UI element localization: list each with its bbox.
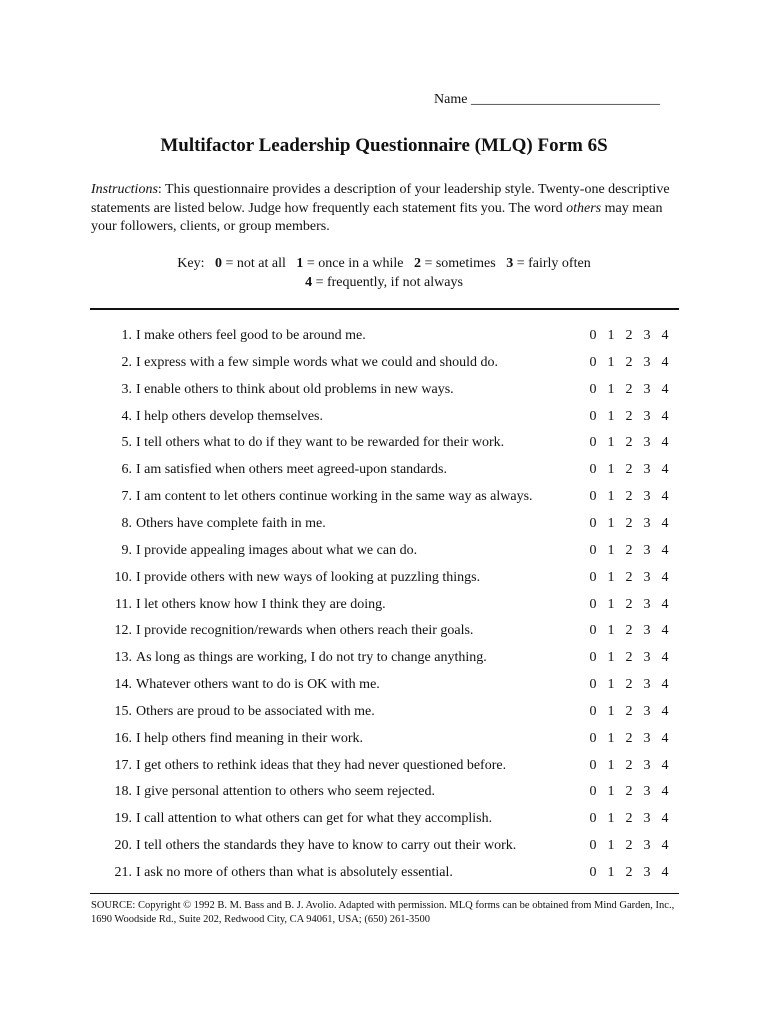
- item-statement: Others are proud to be associated with me.: [136, 703, 375, 719]
- rating-option-1[interactable]: 1: [607, 623, 615, 639]
- rating-option-4[interactable]: 4: [661, 623, 669, 639]
- rating-option-0[interactable]: 0: [589, 542, 597, 558]
- rating-option-3[interactable]: 3: [643, 730, 651, 746]
- instructions-label: Instructions: [91, 182, 158, 197]
- item-statement: As long as things are working, I do not try to change anything.: [136, 650, 487, 666]
- rating-option-1[interactable]: 1: [607, 569, 615, 585]
- rating-option-1[interactable]: 1: [607, 435, 615, 451]
- instructions-text-2: may mean your followers, clients, or group members.: [91, 200, 663, 234]
- rating-option-1[interactable]: 1: [607, 650, 615, 666]
- rating-option-4[interactable]: 4: [661, 677, 669, 693]
- rating-option-2[interactable]: 2: [625, 811, 633, 827]
- item-number: 16.: [114, 730, 132, 746]
- item-statement: I express with a few simple words what we could and should do.: [136, 354, 498, 370]
- item-statement: I provide appealing images about what we can do.: [136, 542, 418, 558]
- rating-option-1[interactable]: 1: [607, 811, 615, 827]
- questionnaire-item: [0, 650, 768, 670]
- rating-option-4[interactable]: 4: [661, 381, 669, 397]
- rating-option-0[interactable]: 0: [589, 462, 597, 478]
- key-value-0: 0: [215, 256, 223, 271]
- rating-option-1[interactable]: 1: [607, 515, 615, 531]
- questionnaire-item: [0, 838, 768, 858]
- item-statement: Others have complete faith in me.: [136, 515, 326, 531]
- rating-option-1[interactable]: 1: [607, 489, 615, 505]
- key-text-3: = fairly often: [516, 256, 591, 271]
- item-statement: I tell others what to do if they want to be rewarded for their work.: [136, 435, 505, 451]
- rating-option-4[interactable]: 4: [661, 730, 669, 746]
- rating-option-1[interactable]: 1: [607, 381, 615, 397]
- questionnaire-item: [0, 328, 768, 348]
- rating-option-2[interactable]: 2: [625, 462, 633, 478]
- item-statement: I enable others to think about old problems in new ways.: [136, 381, 454, 397]
- rating-option-0[interactable]: 0: [589, 489, 597, 505]
- questionnaire-item: [0, 516, 768, 536]
- rating-option-3[interactable]: 3: [643, 542, 651, 558]
- rating-option-4[interactable]: 4: [661, 784, 669, 800]
- item-number: 18.: [114, 784, 132, 800]
- top-divider: [90, 308, 679, 310]
- rating-option-1[interactable]: 1: [607, 408, 615, 424]
- rating-option-1[interactable]: 1: [607, 354, 615, 370]
- rating-option-2[interactable]: 2: [625, 596, 633, 612]
- name-label: Name: [434, 92, 468, 107]
- rating-option-2[interactable]: 2: [625, 515, 633, 531]
- item-number: 4.: [121, 408, 132, 424]
- rating-option-3[interactable]: 3: [643, 784, 651, 800]
- rating-option-4[interactable]: 4: [661, 354, 669, 370]
- questionnaire-item: [0, 489, 768, 509]
- key-text-0: = not at all: [225, 256, 286, 271]
- name-field[interactable]: [434, 92, 660, 108]
- rating-option-2[interactable]: 2: [625, 677, 633, 693]
- key-text-1: = once in a while: [306, 256, 404, 271]
- instructions-colon: :: [157, 182, 162, 197]
- rating-option-3[interactable]: 3: [643, 462, 651, 478]
- rating-option-2[interactable]: 2: [625, 435, 633, 451]
- rating-option-3[interactable]: 3: [643, 757, 651, 773]
- rating-option-3[interactable]: 3: [643, 596, 651, 612]
- rating-option-3[interactable]: 3: [643, 489, 651, 505]
- rating-option-0[interactable]: 0: [589, 408, 597, 424]
- rating-option-1[interactable]: 1: [607, 838, 615, 854]
- rating-option-4[interactable]: 4: [661, 703, 669, 719]
- item-number: 19.: [114, 811, 132, 827]
- key-text-2: = sometimes: [424, 256, 496, 271]
- rating-option-3[interactable]: 3: [643, 703, 651, 719]
- rating-option-0[interactable]: 0: [589, 757, 597, 773]
- rating-option-0[interactable]: 0: [589, 515, 597, 531]
- rating-option-2[interactable]: 2: [625, 865, 633, 880]
- key-text-4: = frequently, if not always: [315, 275, 463, 290]
- questionnaire-item: [0, 382, 768, 402]
- rating-option-4[interactable]: 4: [661, 515, 669, 531]
- rating-option-2[interactable]: 2: [625, 623, 633, 639]
- questionnaire-item: [0, 543, 768, 563]
- rating-option-0[interactable]: 0: [589, 354, 597, 370]
- rating-option-2[interactable]: 2: [625, 542, 633, 558]
- rating-option-2[interactable]: 2: [625, 650, 633, 666]
- rating-option-4[interactable]: 4: [661, 489, 669, 505]
- rating-option-0[interactable]: 0: [589, 435, 597, 451]
- item-number: 2.: [121, 354, 132, 370]
- rating-option-0[interactable]: 0: [589, 596, 597, 612]
- rating-option-0[interactable]: 0: [589, 650, 597, 666]
- item-statement: I get others to rethink ideas that they had never questioned before.: [136, 757, 507, 773]
- key-value-3: 3: [506, 256, 514, 271]
- rating-option-1[interactable]: 1: [607, 328, 615, 343]
- item-number: 6.: [121, 462, 132, 478]
- rating-option-4[interactable]: 4: [661, 435, 669, 451]
- item-number: 8.: [121, 515, 132, 531]
- rating-option-2[interactable]: 2: [625, 381, 633, 397]
- rating-option-2[interactable]: 2: [625, 730, 633, 746]
- item-number: 11.: [115, 596, 132, 612]
- item-number: 12.: [114, 623, 132, 639]
- rating-option-2[interactable]: 2: [625, 838, 633, 854]
- rating-option-0[interactable]: 0: [589, 784, 597, 800]
- item-number: 14.: [114, 677, 132, 693]
- questionnaire-item: [0, 758, 768, 778]
- item-statement: I am content to let others continue working in the same way as always.: [136, 489, 533, 505]
- rating-option-2[interactable]: 2: [625, 569, 633, 585]
- item-number: 10.: [114, 569, 132, 585]
- rating-option-0[interactable]: 0: [589, 677, 597, 693]
- key-value-1: 1: [296, 256, 304, 271]
- rating-option-4[interactable]: 4: [661, 462, 669, 478]
- rating-option-1[interactable]: 1: [607, 865, 615, 880]
- rating-option-1[interactable]: 1: [607, 757, 615, 773]
- rating-option-2[interactable]: 2: [625, 757, 633, 773]
- rating-option-1[interactable]: 1: [607, 596, 615, 612]
- rating-option-0[interactable]: 0: [589, 328, 597, 343]
- instructions-italic-word: others: [566, 200, 602, 216]
- rating-option-4[interactable]: 4: [661, 328, 669, 343]
- questionnaire-item: [0, 731, 768, 751]
- rating-option-2[interactable]: 2: [625, 408, 633, 424]
- item-statement: I let others know how I think they are doing.: [136, 596, 386, 612]
- rating-option-1[interactable]: 1: [607, 677, 615, 693]
- item-number: 7.: [121, 489, 132, 505]
- key-value-2: 2: [413, 256, 421, 271]
- rating-option-3[interactable]: 3: [643, 677, 651, 693]
- rating-option-4[interactable]: 4: [661, 838, 669, 854]
- questionnaire-item: [0, 409, 768, 429]
- item-statement: I provide recognition/rewards when others reach their goals.: [136, 623, 474, 639]
- instructions-text-1: This questionnaire provides a description of your leadership style. Twenty-one descriptive statements are listed below. Judge how frequently each statement fits you. The word: [91, 182, 670, 216]
- rating-option-4[interactable]: 4: [661, 408, 669, 424]
- footer-divider: [90, 893, 679, 894]
- item-number: 9.: [121, 542, 132, 558]
- rating-option-3[interactable]: 3: [643, 408, 651, 424]
- page-title: Multifactor Leadership Questionnaire (MLQ) Form 6S: [160, 135, 608, 156]
- instructions-paragraph: [91, 181, 691, 237]
- item-statement: I make others feel good to be around me.: [136, 328, 366, 343]
- rating-option-2[interactable]: 2: [625, 703, 633, 719]
- rating-option-3[interactable]: 3: [643, 435, 651, 451]
- questionnaire-item: [0, 811, 768, 831]
- item-statement: Whatever others want to do is OK with me.: [136, 677, 380, 693]
- source-note: SOURCE: Copyright © 1992 B. M. Bass and B. J. Avolio. Adapted with permission. MLQ forms can be obtained from Mind Garden, Inc., 1690 Woodside Rd., Suite 202, Redwood City, CA 94061, USA; (650) 261-3500: [91, 900, 675, 925]
- item-statement: I call attention to what others can get for what they accomplish.: [136, 811, 493, 827]
- rating-option-3[interactable]: 3: [643, 328, 651, 343]
- item-number: 3.: [121, 381, 132, 397]
- rating-option-0[interactable]: 0: [589, 811, 597, 827]
- item-number: 1.: [121, 328, 132, 343]
- rating-option-4[interactable]: 4: [661, 811, 669, 827]
- item-statement: I give personal attention to others who seem rejected.: [136, 784, 435, 800]
- rating-option-0[interactable]: 0: [589, 703, 597, 719]
- key-label: Key:: [177, 256, 205, 271]
- item-statement: I provide others with new ways of looking at puzzling things.: [136, 569, 481, 585]
- rating-option-4[interactable]: 4: [661, 569, 669, 585]
- rating-option-2[interactable]: 2: [625, 328, 633, 343]
- rating-option-0[interactable]: 0: [589, 623, 597, 639]
- rating-option-3[interactable]: 3: [643, 811, 651, 827]
- rating-option-1[interactable]: 1: [607, 784, 615, 800]
- rating-key-line-2: [0, 273, 768, 292]
- item-number: 17.: [114, 757, 132, 773]
- rating-option-1[interactable]: 1: [607, 730, 615, 746]
- rating-option-1[interactable]: 1: [607, 703, 615, 719]
- rating-key: [0, 254, 768, 292]
- questionnaire-item: [0, 462, 768, 482]
- item-number: 20.: [114, 838, 132, 854]
- rating-option-4[interactable]: 4: [661, 650, 669, 666]
- item-statement: I help others develop themselves.: [136, 408, 324, 424]
- name-input-line[interactable]: ___________________________: [470, 92, 660, 107]
- rating-option-3[interactable]: 3: [643, 623, 651, 639]
- questionnaire-item: [0, 355, 768, 375]
- item-statement: I tell others the standards they have to know to carry out their work.: [136, 838, 517, 854]
- rating-option-3[interactable]: 3: [643, 569, 651, 585]
- rating-key-line-1: [0, 254, 768, 273]
- rating-option-2[interactable]: 2: [625, 489, 633, 505]
- item-number: 21.: [114, 865, 132, 880]
- rating-option-3[interactable]: 3: [643, 838, 651, 854]
- rating-option-2[interactable]: 2: [625, 784, 633, 800]
- questionnaire-item: [0, 784, 768, 804]
- rating-option-3[interactable]: 3: [643, 515, 651, 531]
- rating-option-0[interactable]: 0: [589, 730, 597, 746]
- rating-option-0[interactable]: 0: [589, 569, 597, 585]
- questionnaire-item: [0, 704, 768, 724]
- rating-option-1[interactable]: 1: [607, 462, 615, 478]
- item-statement: I help others find meaning in their work.: [136, 730, 364, 746]
- item-statement: I ask no more of others than what is absolutely essential.: [136, 865, 453, 880]
- rating-option-3[interactable]: 3: [643, 354, 651, 370]
- questionnaire-item: [0, 677, 768, 697]
- item-number: 15.: [114, 703, 132, 719]
- item-number: 5.: [121, 435, 132, 451]
- rating-option-2[interactable]: 2: [625, 354, 633, 370]
- questionnaire-item: [0, 435, 768, 455]
- item-statement: I am satisfied when others meet agreed-upon standards.: [136, 462, 448, 478]
- rating-option-0[interactable]: 0: [589, 381, 597, 397]
- questionnaire-item: [0, 623, 768, 643]
- rating-option-4[interactable]: 4: [661, 596, 669, 612]
- rating-option-4[interactable]: 4: [661, 542, 669, 558]
- rating-option-0[interactable]: 0: [589, 838, 597, 854]
- questionnaire-item: [0, 570, 768, 590]
- item-number: 13.: [114, 650, 132, 666]
- rating-option-0[interactable]: 0: [589, 865, 597, 880]
- rating-option-4[interactable]: 4: [661, 865, 669, 880]
- questionnaire-item: [0, 597, 768, 617]
- rating-option-3[interactable]: 3: [643, 865, 651, 880]
- rating-option-1[interactable]: 1: [607, 542, 615, 558]
- key-value-4: 4: [305, 275, 313, 290]
- questionnaire-item: [0, 865, 768, 885]
- rating-option-3[interactable]: 3: [643, 650, 651, 666]
- rating-option-3[interactable]: 3: [643, 381, 651, 397]
- rating-option-4[interactable]: 4: [661, 757, 669, 773]
